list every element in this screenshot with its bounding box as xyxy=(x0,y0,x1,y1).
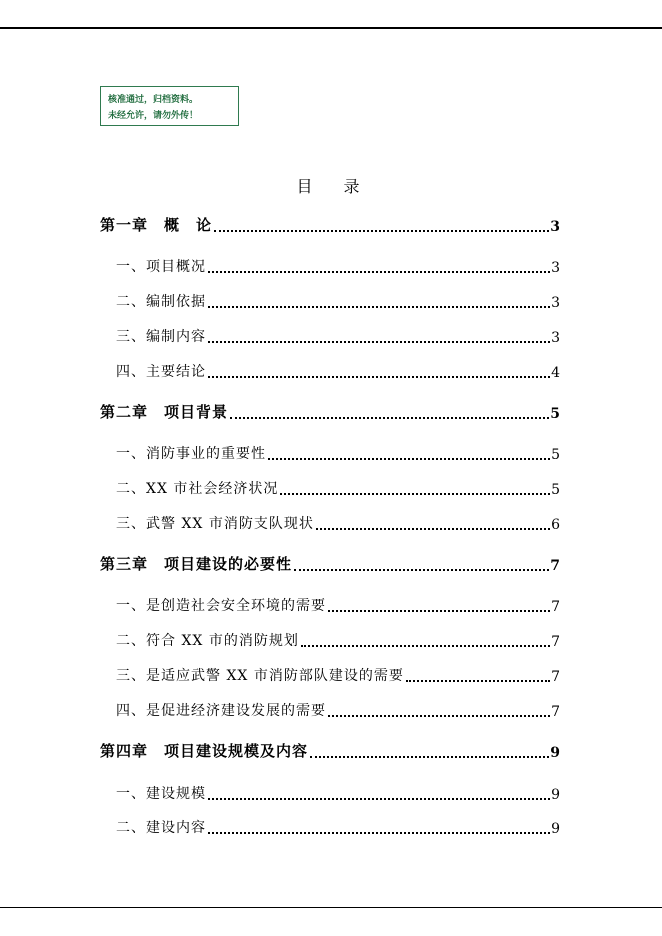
toc-leader-dots xyxy=(208,306,550,308)
toc-entry-page: 5 xyxy=(551,447,560,463)
toc-leader-dots xyxy=(328,715,550,717)
footer-rule xyxy=(0,907,662,908)
toc-leader-dots xyxy=(328,610,550,612)
toc-entry-section[interactable] xyxy=(100,700,560,720)
toc-leader-dots xyxy=(294,569,549,571)
toc-entry-label: 二、符合 XX 市的消防规划 xyxy=(116,633,299,649)
toc-entry-chapter-1[interactable] xyxy=(100,215,560,235)
toc-entry-page: 9 xyxy=(551,787,560,803)
toc-entry-section[interactable] xyxy=(100,783,560,803)
toc-leader-dots xyxy=(208,341,550,343)
toc-entry-page: 5 xyxy=(550,406,560,422)
toc-entry-section[interactable] xyxy=(100,256,560,276)
toc-leader-dots xyxy=(208,798,550,800)
toc-entry-label: 一、项目概况 xyxy=(116,259,206,275)
toc-entry-label: 三、武警 XX 市消防支队现状 xyxy=(116,516,314,532)
toc-leader-dots xyxy=(208,376,550,378)
toc-leader-dots xyxy=(208,832,550,834)
toc-leader-dots xyxy=(316,528,550,530)
toc-entry-page: 9 xyxy=(551,821,560,837)
toc-entry-page: 7 xyxy=(551,634,560,650)
toc-leader-dots xyxy=(406,680,550,682)
toc-entry-section[interactable] xyxy=(100,443,560,463)
toc-entry-section[interactable] xyxy=(100,513,560,533)
toc-entry-page: 5 xyxy=(551,482,560,498)
toc-entry-section[interactable] xyxy=(100,361,560,381)
toc-leader-dots xyxy=(310,756,549,758)
toc-entry-label: 第四章 项目建设规模及内容 xyxy=(100,742,309,760)
toc-entry-section[interactable] xyxy=(100,326,560,346)
toc-entry-label: 第一章 概 论 xyxy=(100,216,213,234)
toc-entry-chapter-4[interactable] xyxy=(100,741,560,761)
toc-entry-label: 四、主要结论 xyxy=(116,364,206,380)
toc-entry-section[interactable] xyxy=(100,291,560,311)
toc-entry-section[interactable] xyxy=(100,478,560,498)
toc-leader-dots xyxy=(208,271,550,273)
toc-entry-section[interactable] xyxy=(100,817,560,837)
toc-entry-page: 3 xyxy=(551,295,560,311)
approval-stamp xyxy=(100,86,239,126)
stamp-line-1: 核准通过，归档资料。 xyxy=(108,95,199,105)
toc-entry-page: 6 xyxy=(551,517,560,533)
stamp-line-2: 未经允许，请勿外传！ xyxy=(108,111,199,121)
toc-entry-label: 一、消防事业的重要性 xyxy=(116,446,266,462)
toc-entry-page: 9 xyxy=(550,745,560,761)
toc-entry-label: 二、建设内容 xyxy=(116,820,206,836)
toc-entry-label: 三、是适应武警 XX 市消防部队建设的需要 xyxy=(116,668,404,684)
toc-entry-page: 7 xyxy=(551,704,560,720)
toc-leader-dots xyxy=(268,458,550,460)
toc-entry-page: 4 xyxy=(551,365,560,381)
toc-entry-chapter-2[interactable] xyxy=(100,402,560,422)
toc-entry-page: 7 xyxy=(551,599,560,615)
toc-entry-page: 3 xyxy=(551,330,560,346)
toc-entry-label: 二、XX 市社会经济状况 xyxy=(116,481,279,497)
toc-entry-label: 四、是促进经济建设发展的需要 xyxy=(116,703,326,719)
toc-entry-page: 3 xyxy=(550,219,560,235)
toc-entry-section[interactable] xyxy=(100,595,560,615)
toc-entry-section[interactable] xyxy=(100,665,560,685)
toc-entry-label: 一、是创造社会安全环境的需要 xyxy=(116,598,326,614)
toc-entry-label: 一、建设规模 xyxy=(116,786,206,802)
header-rule xyxy=(0,27,662,29)
toc-entry-label: 第二章 项目背景 xyxy=(100,403,229,421)
toc-entry-page: 3 xyxy=(551,260,560,276)
toc-leader-dots xyxy=(230,417,549,419)
toc-leader-dots xyxy=(301,645,550,647)
toc-leader-dots xyxy=(280,493,550,495)
toc-entry-label: 三、编制内容 xyxy=(116,329,206,345)
toc-entry-page: 7 xyxy=(551,669,560,685)
toc-entry-chapter-3[interactable] xyxy=(100,554,560,574)
toc-entry-label: 二、编制依据 xyxy=(116,294,206,310)
toc-entry-section[interactable] xyxy=(100,630,560,650)
toc-leader-dots xyxy=(214,230,549,232)
toc-entry-label: 第三章 项目建设的必要性 xyxy=(100,555,293,573)
toc-title: 目 录 xyxy=(296,177,366,196)
toc-entry-page: 7 xyxy=(550,558,560,574)
